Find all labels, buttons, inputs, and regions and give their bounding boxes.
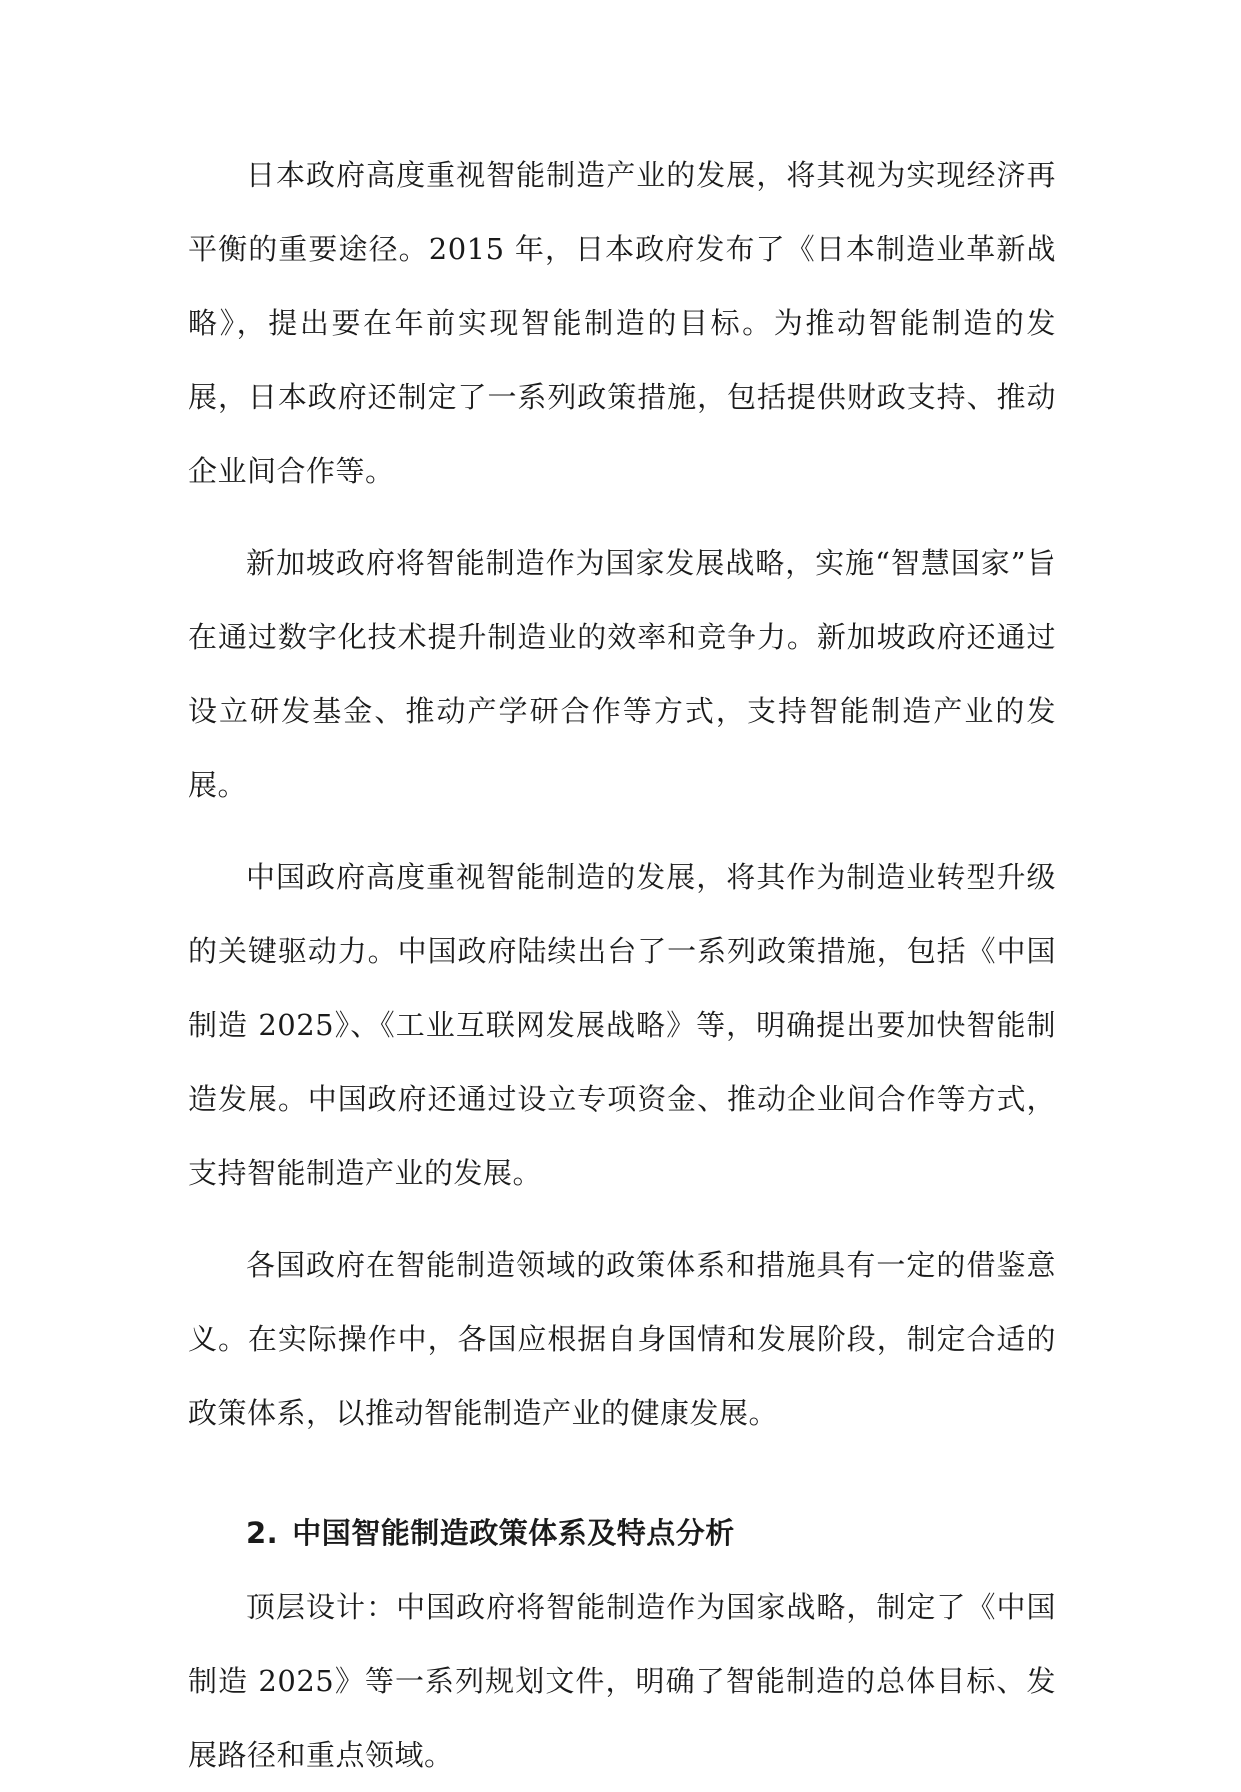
paragraph-gap (188, 822, 1056, 840)
paragraph-japan-policy: 日本政府高度重视智能制造产业的发展，将其视为实现经济再平衡的重要途径。2015 年，日本政府发布了《日本制造业革新战略》，提出要在年前实现智能制造的目标。为推动智能制造的发展，日本政府还制定了一系列政策措施，包括提供财政支持、推动企业间合作等。 (188, 158, 1056, 488)
paragraph-gap (188, 1210, 1056, 1228)
paragraph-top-level-design: 顶层设计：中国政府将智能制造作为国家战略，制定了《中国制造 2025》等一系列规划文件，明确了智能制造的总体目标、发展路径和重点领域。 (188, 1590, 1056, 1772)
section-number: 2. (246, 1516, 279, 1550)
paragraph-summary: 各国政府在智能制造领域的政策体系和措施具有一定的借鉴意义。在实际操作中，各国应根据自身国情和发展阶段，制定合适的政策体系，以推动智能制造产业的健康发展。 (188, 1248, 1056, 1430)
section-title: 中国智能制造政策体系及特点分析 (292, 1516, 735, 1550)
paragraph-gap (188, 508, 1056, 526)
paragraph-singapore-policy: 新加坡政府将智能制造作为国家发展战略，实施“智慧国家”旨在通过数字化技术提升制造业的效率和竞争力。新加坡政府还通过设立研发基金、推动产学研合作等方式，支持智能制造产业的发展。 (188, 546, 1056, 802)
paragraph-china-policy: 中国政府高度重视智能制造的发展，将其作为制造业转型升级的关键驱动力。中国政府陆续出台了一系列政策措施，包括《中国制造 2025》、《工业互联网发展战略》等，明确提出要加快智能制造发展。中国政府还通过设立专项资金、推动企业间合作等方式，支持智能制造产业的发展。 (188, 860, 1056, 1190)
section-heading (188, 1496, 1056, 1570)
document-page (188, 138, 1056, 1792)
